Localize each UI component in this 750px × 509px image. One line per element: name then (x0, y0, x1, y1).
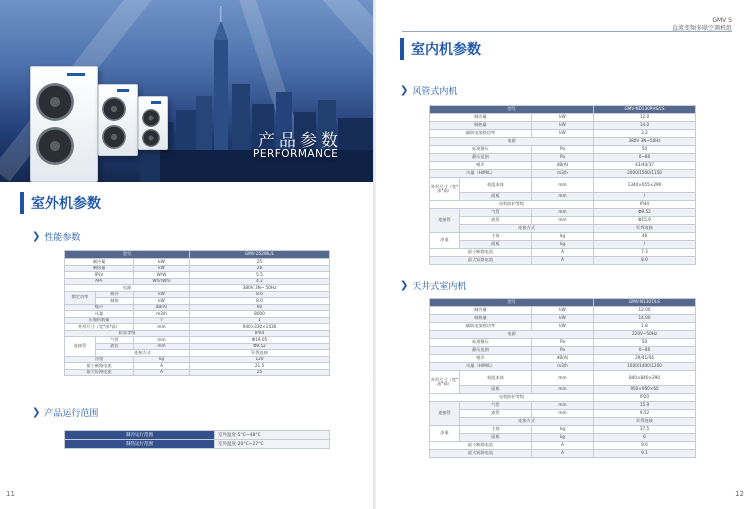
table-row (430, 371, 696, 386)
cassette-subtitle: ❯ 天井式室内机 (400, 280, 467, 292)
range-subtitle: ❯ 产品运行范围 (32, 407, 99, 419)
table-row (430, 434, 696, 442)
table-row (430, 249, 696, 257)
table-cell: 43/40/37 (594, 162, 696, 170)
table-cell: 辅助电加热功率 (430, 130, 532, 138)
table-cell: 3.2 (594, 130, 696, 138)
table-cell: 950×950×65 (594, 386, 696, 394)
table-row (65, 369, 330, 376)
table-cell: kg (532, 233, 594, 241)
table-cell: 制热量 (430, 315, 532, 323)
table-row (430, 162, 696, 170)
table-row (430, 402, 696, 410)
outdoor-unit-large (30, 66, 98, 182)
table-cell: m3/h (532, 170, 594, 178)
table-row (430, 339, 696, 347)
table-cell: 气管 (96, 337, 134, 344)
table-header-row (65, 251, 330, 259)
table-cell: 最大短路电流 (430, 450, 532, 458)
table-cell: 电源 (430, 138, 594, 146)
table-cell: 噪声 (430, 162, 532, 170)
table-cell: 风量（H/M/L） (430, 363, 532, 371)
table-cell: dB(A) (532, 162, 594, 170)
table-cell: mm (532, 178, 594, 193)
outdoor-unit-small (138, 96, 168, 150)
table-cell: 钎焊连接 (594, 418, 696, 426)
table-cell: A (532, 257, 594, 265)
table-row (430, 122, 696, 130)
running-header: GMV S 直流变频多联空调机组 (671, 17, 732, 32)
table-cell: 连接管 (430, 209, 460, 233)
table-cell: 25 (190, 369, 330, 376)
table-cell: 制冷量 (430, 307, 532, 315)
table-cell: 7.3 (594, 249, 696, 257)
table-cell: 9.6 (594, 442, 696, 450)
table-cell: 外形尺寸（宽*深*高） (430, 178, 460, 201)
table-cell: Φ15.9 (594, 217, 696, 225)
page-number-right: 12 (735, 490, 744, 498)
table-cell: 最大短路电流 (430, 257, 532, 265)
chevron-right-icon: ❯ (400, 85, 409, 96)
table-cell: 制热 (96, 298, 134, 305)
table-row (430, 315, 696, 323)
hero-image (0, 0, 374, 182)
table-row (430, 178, 696, 193)
table-cell: kg (532, 426, 594, 434)
table-row (430, 241, 696, 249)
table-cell: 制热量 (430, 122, 532, 130)
table-cell: 1.8 (594, 323, 696, 331)
table-row (430, 225, 696, 233)
table-cell: GMV-N130T/LS (594, 299, 696, 307)
table-cell: 9.1 (594, 450, 696, 458)
table-cell: 主体 (460, 426, 532, 434)
table-cell: kW (532, 307, 594, 315)
table-cell: 最小断路电流 (430, 249, 532, 257)
table-cell: 主体 (460, 233, 532, 241)
table-cell: mm (532, 209, 594, 217)
chevron-right-icon: ❯ (32, 407, 41, 418)
table-cell: A (532, 249, 594, 257)
table-cell: m3/h (134, 311, 190, 318)
table-cell: IPX4 (190, 330, 330, 337)
table-row (430, 138, 696, 146)
table-cell: 0~80 (594, 154, 696, 162)
table-cell: kW (532, 130, 594, 138)
table-cell: 制冷量 (65, 259, 134, 266)
table-cell: 净重 (430, 233, 460, 249)
table-cell: 室外温度-5°C~48°C (215, 431, 330, 440)
table-cell: 电源 (430, 331, 594, 339)
table-cell: 风量 (65, 311, 134, 318)
table-cell: 面板 (460, 434, 532, 442)
cassette-spec-table (429, 298, 696, 458)
duct-spec-table (429, 105, 696, 265)
table-cell: 连接管 (65, 337, 96, 357)
table-cell: 噪声 (65, 304, 134, 311)
table-cell: 0~80 (594, 347, 696, 355)
table-cell: kW (134, 298, 190, 305)
table-cell: 6 (594, 434, 696, 442)
table-cell: 50 (594, 339, 696, 347)
table-cell: 防冻等级 (65, 330, 190, 337)
table-cell: 14.00 (594, 315, 696, 323)
table-row (430, 217, 696, 225)
table-cell: / (594, 193, 696, 201)
table-cell: 制冷 (96, 291, 134, 298)
table-cell: 压缩机数量 (65, 317, 134, 324)
table-cell: 噪声 (430, 355, 532, 363)
table-cell: mm (532, 193, 594, 201)
table-cell: 面板 (460, 241, 532, 249)
indoor-section-title: 室内机参数 (400, 38, 481, 60)
table-cell: 制冷量 (430, 114, 532, 122)
table-cell: IP44 (594, 201, 696, 209)
table-cell: 电源 (65, 285, 190, 292)
table-cell: Pa (532, 146, 594, 154)
table-cell: 5.5 (190, 272, 330, 279)
table-cell: 室外温度-20°C~27°C (215, 440, 330, 449)
table-cell: 静压范围 (430, 347, 532, 355)
right-page (376, 0, 750, 509)
table-cell: IP20 (594, 394, 696, 402)
outdoor-section-title: 室外机参数 (20, 192, 101, 214)
table-row (430, 170, 696, 178)
table-cell: GMV-252WL/L (190, 251, 330, 259)
table-cell: 1600/1400/1200 (594, 363, 696, 371)
table-cell: / (594, 241, 696, 249)
table-cell: 面板 (460, 193, 532, 201)
chevron-right-icon: ❯ (32, 231, 41, 242)
table-row (430, 201, 696, 209)
table-cell: 外形尺寸（宽*深*高） (430, 371, 460, 394)
table-cell: 46 (594, 233, 696, 241)
table-cell: 8000 (190, 311, 330, 318)
table-cell: 380V 3N~ 50Hz (190, 285, 330, 292)
table-cell: 标准静压 (430, 339, 532, 347)
range-row-heating (65, 440, 330, 449)
table-cell: 12.0 (594, 114, 696, 122)
table-row (430, 257, 696, 265)
table-row (430, 418, 696, 426)
hero-title: 产品参数 (258, 131, 342, 151)
page-number-left: 11 (6, 490, 15, 498)
table-row (430, 146, 696, 154)
table-cell: A (532, 450, 594, 458)
table-cell: 最小断路电流 (430, 442, 532, 450)
table-cell: kW (532, 114, 594, 122)
table-cell: 净重 (65, 356, 134, 363)
table-cell: kW (532, 323, 594, 331)
table-cell: mm (532, 371, 594, 386)
table-row (430, 114, 696, 122)
table-row (430, 233, 696, 241)
table-cell: 钎焊连接 (190, 350, 330, 357)
table-cell: 50 (594, 146, 696, 154)
table-cell: dB(A) (134, 304, 190, 311)
table-cell: 8.0 (190, 298, 330, 305)
table-cell: 940×330×1430 (190, 324, 330, 331)
table-cell: 220V~50Hz (594, 331, 696, 339)
table-cell: 外形尺寸（宽*深*高） (65, 324, 134, 331)
table-cell: kW (134, 265, 190, 272)
table-cell: Wh/(Wh) (134, 278, 190, 285)
table-cell: Pa (532, 339, 594, 347)
outdoor-spec-table (64, 250, 330, 376)
table-cell: mm (134, 337, 190, 344)
table-row (430, 442, 696, 450)
table-cell: mm (532, 402, 594, 410)
table-cell: 60 (190, 304, 330, 311)
range-table (64, 430, 330, 449)
table-row (430, 450, 696, 458)
table-cell: kW (532, 315, 594, 323)
table-row (430, 209, 696, 217)
table-row (430, 386, 696, 394)
table-cell: 机组本体 (460, 178, 532, 193)
table-cell: 型号 (430, 106, 594, 114)
table-cell: A (532, 442, 594, 450)
table-cell: 制热量 (65, 265, 134, 272)
hero-subtitle: PERFORMANCE (253, 148, 339, 160)
table-row (430, 299, 696, 307)
table-cell: kg (532, 241, 594, 249)
table-row (430, 347, 696, 355)
table-cell: 液管 (460, 410, 532, 418)
table-cell: 连接方式 (460, 418, 594, 426)
table-row (430, 193, 696, 201)
table-cell: 风量（H/M/L） (430, 170, 532, 178)
table-cell: W/W (134, 272, 190, 279)
table-cell: 29/41/44 (594, 355, 696, 363)
range-row-cooling (65, 431, 330, 440)
table-cell: 4.2 (190, 278, 330, 285)
chevron-right-icon: ❯ (400, 280, 409, 291)
table-cell: APF (65, 278, 134, 285)
table-cell: 型号 (430, 299, 594, 307)
table-cell: 钎焊连接 (594, 225, 696, 233)
table-cell: 120 (190, 356, 330, 363)
table-cell: 个 (134, 317, 190, 324)
table-cell: mm (532, 386, 594, 394)
outdoor-unit-medium (98, 84, 138, 156)
table-cell: 电机防护等级 (430, 394, 594, 402)
table-row (430, 106, 696, 114)
table-cell: 液管 (460, 217, 532, 225)
table-cell: 电机防护等级 (430, 201, 594, 209)
table-cell: 1 (190, 317, 330, 324)
table-cell: 1340×655×290 (594, 178, 696, 193)
table-cell: 面板 (460, 386, 532, 394)
table-cell: 最小断路电流 (65, 363, 134, 370)
table-row (430, 394, 696, 402)
table-cell: kW (532, 122, 594, 130)
table-cell: 9.52 (594, 410, 696, 418)
table-row (430, 355, 696, 363)
table-cell: 12.00 (594, 307, 696, 315)
table-cell: 15.9 (594, 402, 696, 410)
table-cell: 最大短路电流 (65, 369, 134, 376)
table-cell: 连接方式 (96, 350, 190, 357)
table-row (430, 323, 696, 331)
table-cell: 气管 (460, 209, 532, 217)
table-cell: 21.5 (190, 363, 330, 370)
table-cell: 连接管 (430, 402, 460, 426)
table-cell: 2000/1500/1150 (594, 170, 696, 178)
table-cell: kW (134, 259, 190, 266)
table-cell: 制热运行范围 (65, 440, 215, 449)
table-cell: 26 (190, 265, 330, 272)
table-cell: 标准静压 (430, 146, 532, 154)
table-cell: mm (532, 217, 594, 225)
table-cell: 380V 3N~50Hz (594, 138, 696, 146)
performance-subtitle: ❯ 性能参数 (32, 231, 81, 243)
table-cell: Pa (532, 347, 594, 355)
table-row (430, 410, 696, 418)
table-cell: Φ9.52 (594, 209, 696, 217)
table-cell: mm (134, 343, 190, 350)
table-cell: 8.0 (594, 257, 696, 265)
table-cell: 连接方式 (460, 225, 594, 233)
table-cell: 型号 (65, 251, 190, 259)
table-cell: Φ9.52 (190, 343, 330, 350)
table-cell: Φ19.05 (190, 337, 330, 344)
table-cell: IPLV (65, 272, 134, 279)
table-cell: dB(A) (532, 355, 594, 363)
table-cell: GMV-ND130PHS/LS (594, 106, 696, 114)
table-cell: 37.5 (594, 426, 696, 434)
table-cell: m3/h (532, 363, 594, 371)
table-cell: kg (134, 356, 190, 363)
table-row (430, 130, 696, 138)
table-row (430, 154, 696, 162)
table-cell: kg (532, 434, 594, 442)
table-row (430, 363, 696, 371)
table-cell: 额定功率 (65, 291, 96, 304)
table-cell: mm (134, 324, 190, 331)
table-cell: Pa (532, 154, 594, 162)
table-cell: kW (134, 291, 190, 298)
table-row (430, 307, 696, 315)
table-cell: 840×840×290 (594, 371, 696, 386)
left-page (0, 0, 374, 509)
table-cell: 气管 (460, 402, 532, 410)
table-row (430, 331, 696, 339)
table-cell: 辅助电加热功率 (430, 323, 532, 331)
table-cell: 静压范围 (430, 154, 532, 162)
table-cell: A (134, 369, 190, 376)
table-cell: 制冷运行范围 (65, 431, 215, 440)
table-cell: mm (532, 410, 594, 418)
table-cell: 机组本体 (460, 371, 532, 386)
duct-subtitle: ❯ 风管式内机 (400, 85, 458, 97)
table-row (430, 426, 696, 434)
table-cell: 净重 (430, 426, 460, 442)
table-cell: 14.0 (594, 122, 696, 130)
table-cell: 8.6 (190, 291, 330, 298)
table-cell: A (134, 363, 190, 370)
header-rule (402, 31, 732, 32)
table-cell: 液管 (96, 343, 134, 350)
table-cell: 25 (190, 259, 330, 266)
